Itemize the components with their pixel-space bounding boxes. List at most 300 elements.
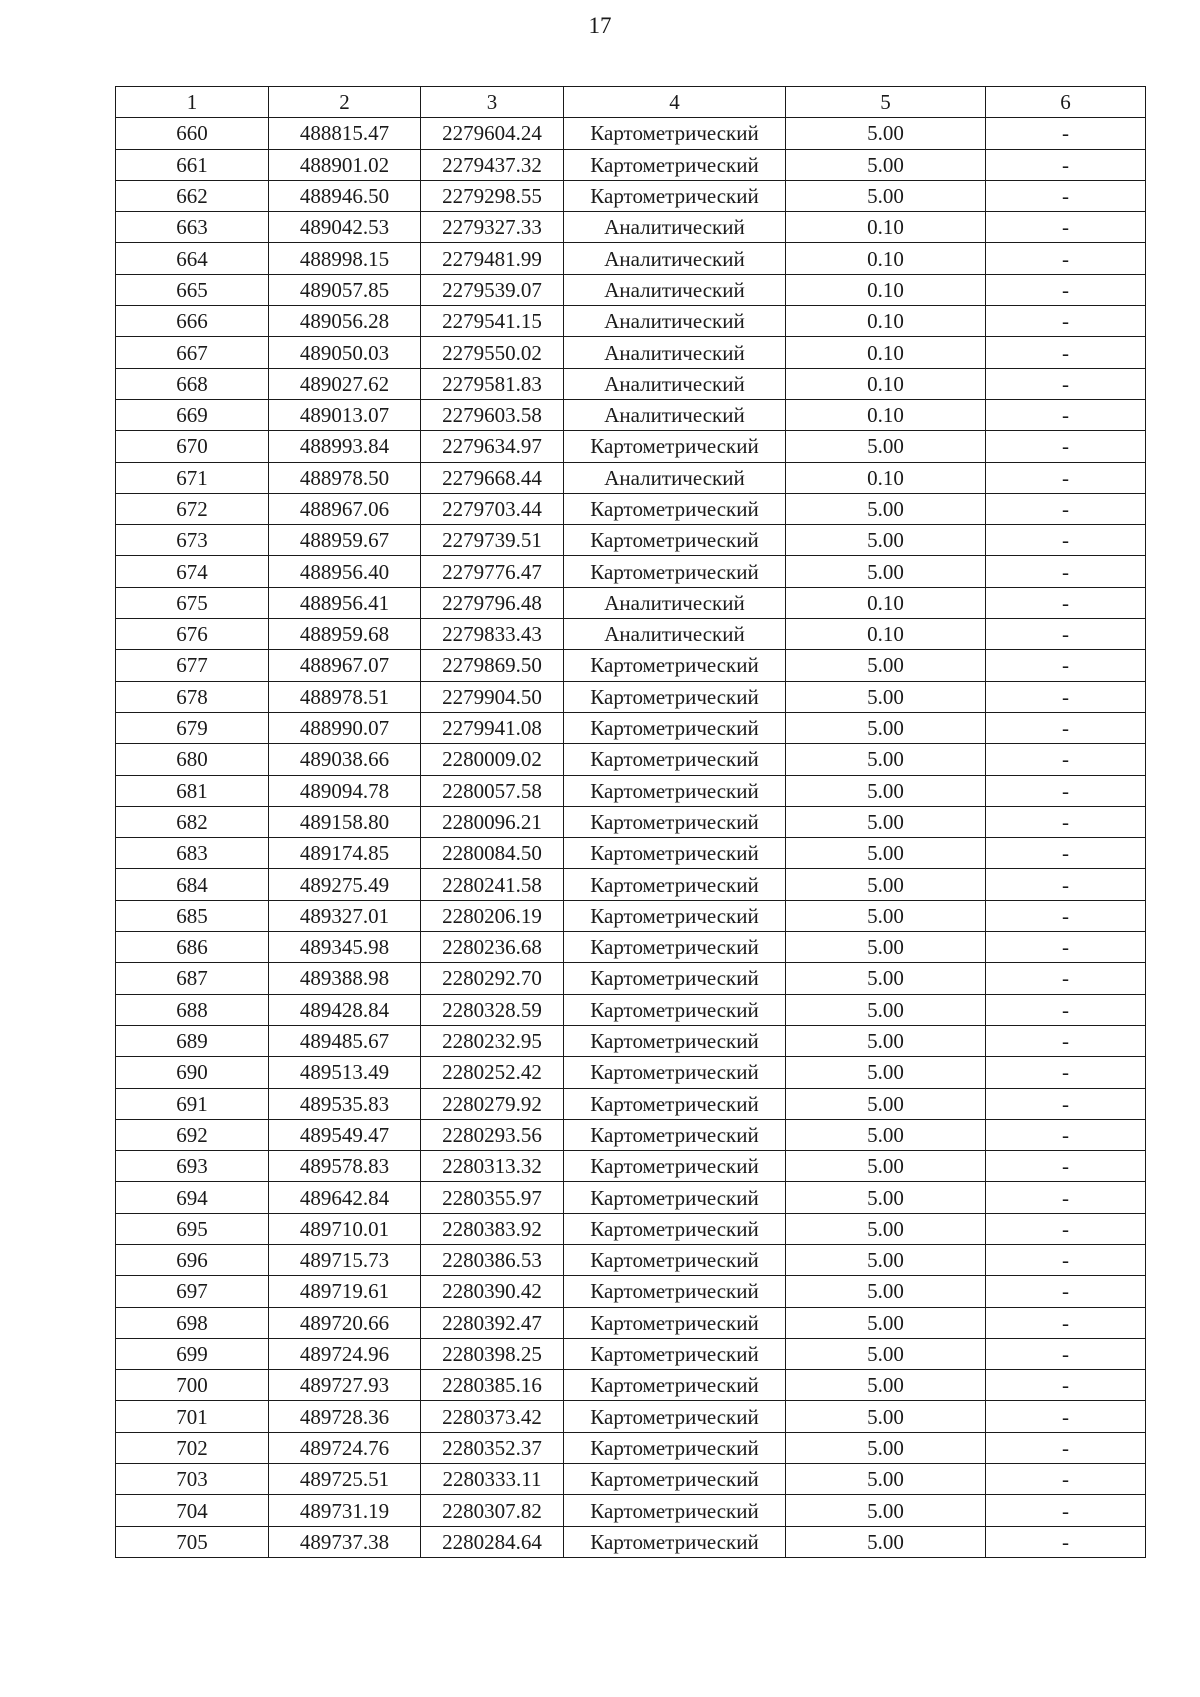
cell-accuracy: 5.00 <box>786 744 986 775</box>
table-row <box>116 775 1146 806</box>
cell-coordinate-x: 489728.36 <box>269 1401 421 1432</box>
cell-point-number: 696 <box>116 1244 269 1275</box>
cell-accuracy: 0.10 <box>786 587 986 618</box>
cell-accuracy: 5.00 <box>786 900 986 931</box>
cell-method: Картометрический <box>564 838 786 869</box>
cell-coordinate-x: 488993.84 <box>269 431 421 462</box>
cell-point-number: 662 <box>116 180 269 211</box>
cell-coordinate-x: 488946.50 <box>269 180 421 211</box>
table-row <box>116 180 1146 211</box>
cell-note: - <box>986 180 1146 211</box>
table-row <box>116 462 1146 493</box>
cell-coordinate-x: 488959.68 <box>269 619 421 650</box>
cell-method: Картометрический <box>564 1495 786 1526</box>
cell-method: Картометрический <box>564 525 786 556</box>
cell-point-number: 702 <box>116 1432 269 1463</box>
cell-point-number: 666 <box>116 306 269 337</box>
cell-note: - <box>986 619 1146 650</box>
cell-method: Аналитический <box>564 243 786 274</box>
table-row <box>116 1182 1146 1213</box>
cell-note: - <box>986 1213 1146 1244</box>
cell-point-number: 672 <box>116 493 269 524</box>
cell-note: - <box>986 274 1146 305</box>
cell-point-number: 681 <box>116 775 269 806</box>
cell-point-number: 688 <box>116 994 269 1025</box>
cell-coordinate-x: 488956.40 <box>269 556 421 587</box>
cell-accuracy: 5.00 <box>786 493 986 524</box>
cell-method: Картометрический <box>564 1182 786 1213</box>
table-row <box>116 806 1146 837</box>
cell-coordinate-x: 489042.53 <box>269 212 421 243</box>
cell-note: - <box>986 1370 1146 1401</box>
cell-coordinate-x: 489327.01 <box>269 900 421 931</box>
cell-method: Картометрический <box>564 806 786 837</box>
cell-coordinate-x: 489549.47 <box>269 1119 421 1150</box>
cell-coordinate-y: 2280232.95 <box>421 1025 564 1056</box>
cell-coordinate-y: 2280390.42 <box>421 1276 564 1307</box>
table-row <box>116 619 1146 650</box>
cell-note: - <box>986 368 1146 399</box>
table-row <box>116 368 1146 399</box>
cell-point-number: 694 <box>116 1182 269 1213</box>
cell-note: - <box>986 462 1146 493</box>
cell-point-number: 703 <box>116 1464 269 1495</box>
cell-method: Картометрический <box>564 493 786 524</box>
cell-coordinate-y: 2280292.70 <box>421 963 564 994</box>
cell-method: Аналитический <box>564 399 786 430</box>
column-header: 5 <box>786 87 986 118</box>
cell-coordinate-y: 2279703.44 <box>421 493 564 524</box>
cell-note: - <box>986 963 1146 994</box>
cell-coordinate-x: 488967.07 <box>269 650 421 681</box>
cell-coordinate-y: 2280352.37 <box>421 1432 564 1463</box>
cell-coordinate-y: 2280241.58 <box>421 869 564 900</box>
cell-coordinate-y: 2280328.59 <box>421 994 564 1025</box>
cell-point-number: 697 <box>116 1276 269 1307</box>
cell-coordinate-x: 489724.76 <box>269 1432 421 1463</box>
cell-accuracy: 0.10 <box>786 399 986 430</box>
cell-point-number: 690 <box>116 1057 269 1088</box>
table-row <box>116 1401 1146 1432</box>
cell-method: Картометрический <box>564 1401 786 1432</box>
cell-method: Картометрический <box>564 994 786 1025</box>
cell-coordinate-x: 489642.84 <box>269 1182 421 1213</box>
cell-method: Аналитический <box>564 462 786 493</box>
cell-method: Картометрический <box>564 118 786 149</box>
cell-coordinate-x: 489513.49 <box>269 1057 421 1088</box>
cell-note: - <box>986 587 1146 618</box>
cell-coordinate-x: 488998.15 <box>269 243 421 274</box>
cell-point-number: 693 <box>116 1151 269 1182</box>
cell-coordinate-y: 2279437.32 <box>421 149 564 180</box>
cell-note: - <box>986 1401 1146 1432</box>
table-row <box>116 1370 1146 1401</box>
cell-accuracy: 5.00 <box>786 1057 986 1088</box>
cell-coordinate-y: 2279327.33 <box>421 212 564 243</box>
column-header: 3 <box>421 87 564 118</box>
cell-coordinate-y: 2280385.16 <box>421 1370 564 1401</box>
cell-coordinate-y: 2280009.02 <box>421 744 564 775</box>
cell-method: Картометрический <box>564 932 786 963</box>
cell-coordinate-x: 489158.80 <box>269 806 421 837</box>
table-row <box>116 650 1146 681</box>
cell-accuracy: 5.00 <box>786 963 986 994</box>
cell-coordinate-y: 2279668.44 <box>421 462 564 493</box>
cell-point-number: 700 <box>116 1370 269 1401</box>
cell-accuracy: 0.10 <box>786 212 986 243</box>
cell-point-number: 664 <box>116 243 269 274</box>
cell-point-number: 689 <box>116 1025 269 1056</box>
cell-point-number: 686 <box>116 932 269 963</box>
cell-coordinate-x: 488815.47 <box>269 118 421 149</box>
cell-accuracy: 0.10 <box>786 368 986 399</box>
cell-method: Картометрический <box>564 180 786 211</box>
cell-coordinate-x: 489027.62 <box>269 368 421 399</box>
cell-coordinate-x: 488959.67 <box>269 525 421 556</box>
cell-coordinate-y: 2279869.50 <box>421 650 564 681</box>
cell-accuracy: 5.00 <box>786 838 986 869</box>
cell-point-number: 685 <box>116 900 269 931</box>
cell-coordinate-x: 489715.73 <box>269 1244 421 1275</box>
table-row <box>116 712 1146 743</box>
cell-note: - <box>986 1244 1146 1275</box>
cell-coordinate-y: 2279941.08 <box>421 712 564 743</box>
cell-coordinate-y: 2279796.48 <box>421 587 564 618</box>
cell-coordinate-y: 2280383.92 <box>421 1213 564 1244</box>
page-number: 17 <box>588 13 612 38</box>
cell-coordinate-y: 2279603.58 <box>421 399 564 430</box>
cell-note: - <box>986 744 1146 775</box>
cell-note: - <box>986 431 1146 462</box>
table-row <box>116 1432 1146 1463</box>
cell-accuracy: 5.00 <box>786 1370 986 1401</box>
cell-note: - <box>986 1151 1146 1182</box>
cell-coordinate-y: 2280084.50 <box>421 838 564 869</box>
cell-coordinate-y: 2279298.55 <box>421 180 564 211</box>
cell-note: - <box>986 118 1146 149</box>
cell-coordinate-x: 489345.98 <box>269 932 421 963</box>
cell-coordinate-x: 489710.01 <box>269 1213 421 1244</box>
cell-point-number: 704 <box>116 1495 269 1526</box>
cell-method: Картометрический <box>564 650 786 681</box>
cell-coordinate-x: 488990.07 <box>269 712 421 743</box>
cell-coordinate-x: 489388.98 <box>269 963 421 994</box>
cell-coordinate-y: 2280355.97 <box>421 1182 564 1213</box>
cell-point-number: 671 <box>116 462 269 493</box>
cell-coordinate-y: 2280386.53 <box>421 1244 564 1275</box>
table-row <box>116 869 1146 900</box>
cell-coordinate-y: 2280284.64 <box>421 1526 564 1557</box>
cell-coordinate-x: 489731.19 <box>269 1495 421 1526</box>
column-header: 2 <box>269 87 421 118</box>
cell-coordinate-y: 2279904.50 <box>421 681 564 712</box>
cell-coordinate-x: 488978.51 <box>269 681 421 712</box>
cell-method: Картометрический <box>564 744 786 775</box>
cell-coordinate-y: 2280252.42 <box>421 1057 564 1088</box>
cell-accuracy: 5.00 <box>786 932 986 963</box>
cell-coordinate-y: 2279581.83 <box>421 368 564 399</box>
cell-note: - <box>986 1307 1146 1338</box>
cell-accuracy: 0.10 <box>786 619 986 650</box>
cell-coordinate-x: 489057.85 <box>269 274 421 305</box>
cell-coordinate-y: 2280333.11 <box>421 1464 564 1495</box>
cell-coordinate-x: 489578.83 <box>269 1151 421 1182</box>
cell-method: Аналитический <box>564 274 786 305</box>
cell-accuracy: 5.00 <box>786 1025 986 1056</box>
cell-note: - <box>986 1057 1146 1088</box>
cell-point-number: 661 <box>116 149 269 180</box>
table-row <box>116 1057 1146 1088</box>
cell-coordinate-y: 2279481.99 <box>421 243 564 274</box>
table-row <box>116 1088 1146 1119</box>
cell-accuracy: 5.00 <box>786 681 986 712</box>
cell-coordinate-x: 489056.28 <box>269 306 421 337</box>
cell-coordinate-x: 489094.78 <box>269 775 421 806</box>
cell-note: - <box>986 306 1146 337</box>
cell-method: Картометрический <box>564 900 786 931</box>
cell-point-number: 691 <box>116 1088 269 1119</box>
table-row <box>116 306 1146 337</box>
cell-coordinate-x: 489275.49 <box>269 869 421 900</box>
cell-coordinate-y: 2280313.32 <box>421 1151 564 1182</box>
table-row <box>116 337 1146 368</box>
cell-accuracy: 5.00 <box>786 1244 986 1275</box>
cell-method: Картометрический <box>564 1307 786 1338</box>
cell-note: - <box>986 399 1146 430</box>
cell-coordinate-y: 2280279.92 <box>421 1088 564 1119</box>
table-row <box>116 399 1146 430</box>
cell-point-number: 674 <box>116 556 269 587</box>
cell-coordinate-y: 2280057.58 <box>421 775 564 806</box>
table-row <box>116 1244 1146 1275</box>
cell-method: Аналитический <box>564 306 786 337</box>
cell-point-number: 679 <box>116 712 269 743</box>
cell-coordinate-y: 2280392.47 <box>421 1307 564 1338</box>
cell-point-number: 684 <box>116 869 269 900</box>
cell-method: Аналитический <box>564 587 786 618</box>
table-row <box>116 274 1146 305</box>
cell-method: Аналитический <box>564 619 786 650</box>
cell-point-number: 675 <box>116 587 269 618</box>
cell-accuracy: 5.00 <box>786 1119 986 1150</box>
table-header <box>116 87 1146 118</box>
cell-accuracy: 5.00 <box>786 556 986 587</box>
cell-point-number: 695 <box>116 1213 269 1244</box>
cell-point-number: 669 <box>116 399 269 430</box>
cell-note: - <box>986 1088 1146 1119</box>
cell-accuracy: 0.10 <box>786 462 986 493</box>
cell-accuracy: 5.00 <box>786 180 986 211</box>
coordinates-table <box>115 86 1146 1558</box>
cell-method: Аналитический <box>564 337 786 368</box>
cell-coordinate-y: 2280307.82 <box>421 1495 564 1526</box>
cell-coordinate-y: 2279776.47 <box>421 556 564 587</box>
cell-accuracy: 5.00 <box>786 775 986 806</box>
table-row <box>116 932 1146 963</box>
cell-coordinate-y: 2280236.68 <box>421 932 564 963</box>
cell-accuracy: 5.00 <box>786 1338 986 1369</box>
table-row <box>116 212 1146 243</box>
cell-accuracy: 5.00 <box>786 1401 986 1432</box>
cell-coordinate-x: 489724.96 <box>269 1338 421 1369</box>
cell-note: - <box>986 1276 1146 1307</box>
cell-coordinate-x: 489737.38 <box>269 1526 421 1557</box>
cell-point-number: 668 <box>116 368 269 399</box>
cell-note: - <box>986 1432 1146 1463</box>
cell-coordinate-x: 489013.07 <box>269 399 421 430</box>
cell-method: Картометрический <box>564 1338 786 1369</box>
cell-accuracy: 5.00 <box>786 1151 986 1182</box>
cell-note: - <box>986 1025 1146 1056</box>
cell-method: Картометрический <box>564 556 786 587</box>
table-row <box>116 525 1146 556</box>
table-row <box>116 681 1146 712</box>
cell-accuracy: 0.10 <box>786 306 986 337</box>
cell-coordinate-x: 489719.61 <box>269 1276 421 1307</box>
header-row <box>116 87 1146 118</box>
cell-method: Картометрический <box>564 1464 786 1495</box>
cell-coordinate-y: 2279541.15 <box>421 306 564 337</box>
cell-coordinate-y: 2280373.42 <box>421 1401 564 1432</box>
table-row <box>116 1151 1146 1182</box>
table-row <box>116 587 1146 618</box>
table-row <box>116 1338 1146 1369</box>
cell-method: Картометрический <box>564 1213 786 1244</box>
cell-coordinate-x: 489535.83 <box>269 1088 421 1119</box>
cell-note: - <box>986 994 1146 1025</box>
cell-point-number: 701 <box>116 1401 269 1432</box>
cell-method: Картометрический <box>564 681 786 712</box>
cell-note: - <box>986 1495 1146 1526</box>
table-row <box>116 1276 1146 1307</box>
cell-coordinate-y: 2280293.56 <box>421 1119 564 1150</box>
cell-method: Картометрический <box>564 1526 786 1557</box>
cell-method: Картометрический <box>564 431 786 462</box>
cell-point-number: 660 <box>116 118 269 149</box>
cell-accuracy: 5.00 <box>786 525 986 556</box>
cell-note: - <box>986 1526 1146 1557</box>
cell-method: Картометрический <box>564 869 786 900</box>
table-row <box>116 243 1146 274</box>
cell-accuracy: 5.00 <box>786 1307 986 1338</box>
cell-coordinate-x: 488967.06 <box>269 493 421 524</box>
cell-accuracy: 5.00 <box>786 1276 986 1307</box>
table-row <box>116 963 1146 994</box>
table-row <box>116 431 1146 462</box>
table-row <box>116 1307 1146 1338</box>
cell-point-number: 682 <box>116 806 269 837</box>
cell-point-number: 673 <box>116 525 269 556</box>
cell-note: - <box>986 1119 1146 1150</box>
cell-note: - <box>986 1182 1146 1213</box>
cell-accuracy: 5.00 <box>786 650 986 681</box>
cell-accuracy: 0.10 <box>786 243 986 274</box>
cell-point-number: 670 <box>116 431 269 462</box>
cell-note: - <box>986 149 1146 180</box>
cell-method: Картометрический <box>564 1276 786 1307</box>
cell-note: - <box>986 712 1146 743</box>
cell-method: Картометрический <box>564 963 786 994</box>
cell-note: - <box>986 838 1146 869</box>
cell-coordinate-x: 489485.67 <box>269 1025 421 1056</box>
cell-accuracy: 0.10 <box>786 274 986 305</box>
cell-method: Картометрический <box>564 1119 786 1150</box>
cell-accuracy: 5.00 <box>786 118 986 149</box>
cell-point-number: 676 <box>116 619 269 650</box>
cell-accuracy: 5.00 <box>786 712 986 743</box>
cell-coordinate-y: 2279634.97 <box>421 431 564 462</box>
cell-accuracy: 5.00 <box>786 1182 986 1213</box>
cell-accuracy: 0.10 <box>786 337 986 368</box>
cell-method: Картометрический <box>564 1244 786 1275</box>
cell-coordinate-x: 488956.41 <box>269 587 421 618</box>
cell-accuracy: 5.00 <box>786 1495 986 1526</box>
cell-method: Картометрический <box>564 1432 786 1463</box>
table-row <box>116 744 1146 775</box>
cell-note: - <box>986 775 1146 806</box>
column-header: 4 <box>564 87 786 118</box>
table-row <box>116 1495 1146 1526</box>
cell-note: - <box>986 869 1146 900</box>
cell-accuracy: 5.00 <box>786 1526 986 1557</box>
cell-method: Аналитический <box>564 212 786 243</box>
cell-coordinate-x: 489174.85 <box>269 838 421 869</box>
cell-coordinate-x: 489727.93 <box>269 1370 421 1401</box>
cell-accuracy: 5.00 <box>786 994 986 1025</box>
cell-coordinate-y: 2279604.24 <box>421 118 564 149</box>
cell-note: - <box>986 243 1146 274</box>
cell-point-number: 699 <box>116 1338 269 1369</box>
cell-note: - <box>986 681 1146 712</box>
table-row <box>116 838 1146 869</box>
cell-method: Картометрический <box>564 1370 786 1401</box>
table-row <box>116 1213 1146 1244</box>
cell-accuracy: 5.00 <box>786 1464 986 1495</box>
cell-coordinate-y: 2280398.25 <box>421 1338 564 1369</box>
cell-coordinate-x: 489038.66 <box>269 744 421 775</box>
cell-coordinate-y: 2280096.21 <box>421 806 564 837</box>
cell-coordinate-y: 2279550.02 <box>421 337 564 368</box>
table-row <box>116 900 1146 931</box>
cell-note: - <box>986 900 1146 931</box>
cell-point-number: 698 <box>116 1307 269 1338</box>
cell-note: - <box>986 650 1146 681</box>
cell-note: - <box>986 525 1146 556</box>
cell-note: - <box>986 212 1146 243</box>
cell-method: Аналитический <box>564 368 786 399</box>
cell-coordinate-x: 489725.51 <box>269 1464 421 1495</box>
cell-note: - <box>986 1464 1146 1495</box>
cell-method: Картометрический <box>564 775 786 806</box>
cell-note: - <box>986 337 1146 368</box>
cell-coordinate-y: 2279833.43 <box>421 619 564 650</box>
column-header: 6 <box>986 87 1146 118</box>
cell-method: Картометрический <box>564 712 786 743</box>
cell-method: Картометрический <box>564 1151 786 1182</box>
cell-point-number: 680 <box>116 744 269 775</box>
cell-accuracy: 5.00 <box>786 1213 986 1244</box>
cell-accuracy: 5.00 <box>786 1088 986 1119</box>
table-row <box>116 556 1146 587</box>
cell-note: - <box>986 493 1146 524</box>
cell-point-number: 663 <box>116 212 269 243</box>
cell-point-number: 677 <box>116 650 269 681</box>
cell-accuracy: 5.00 <box>786 806 986 837</box>
cell-accuracy: 5.00 <box>786 869 986 900</box>
cell-coordinate-y: 2279739.51 <box>421 525 564 556</box>
cell-method: Картометрический <box>564 1025 786 1056</box>
cell-point-number: 665 <box>116 274 269 305</box>
